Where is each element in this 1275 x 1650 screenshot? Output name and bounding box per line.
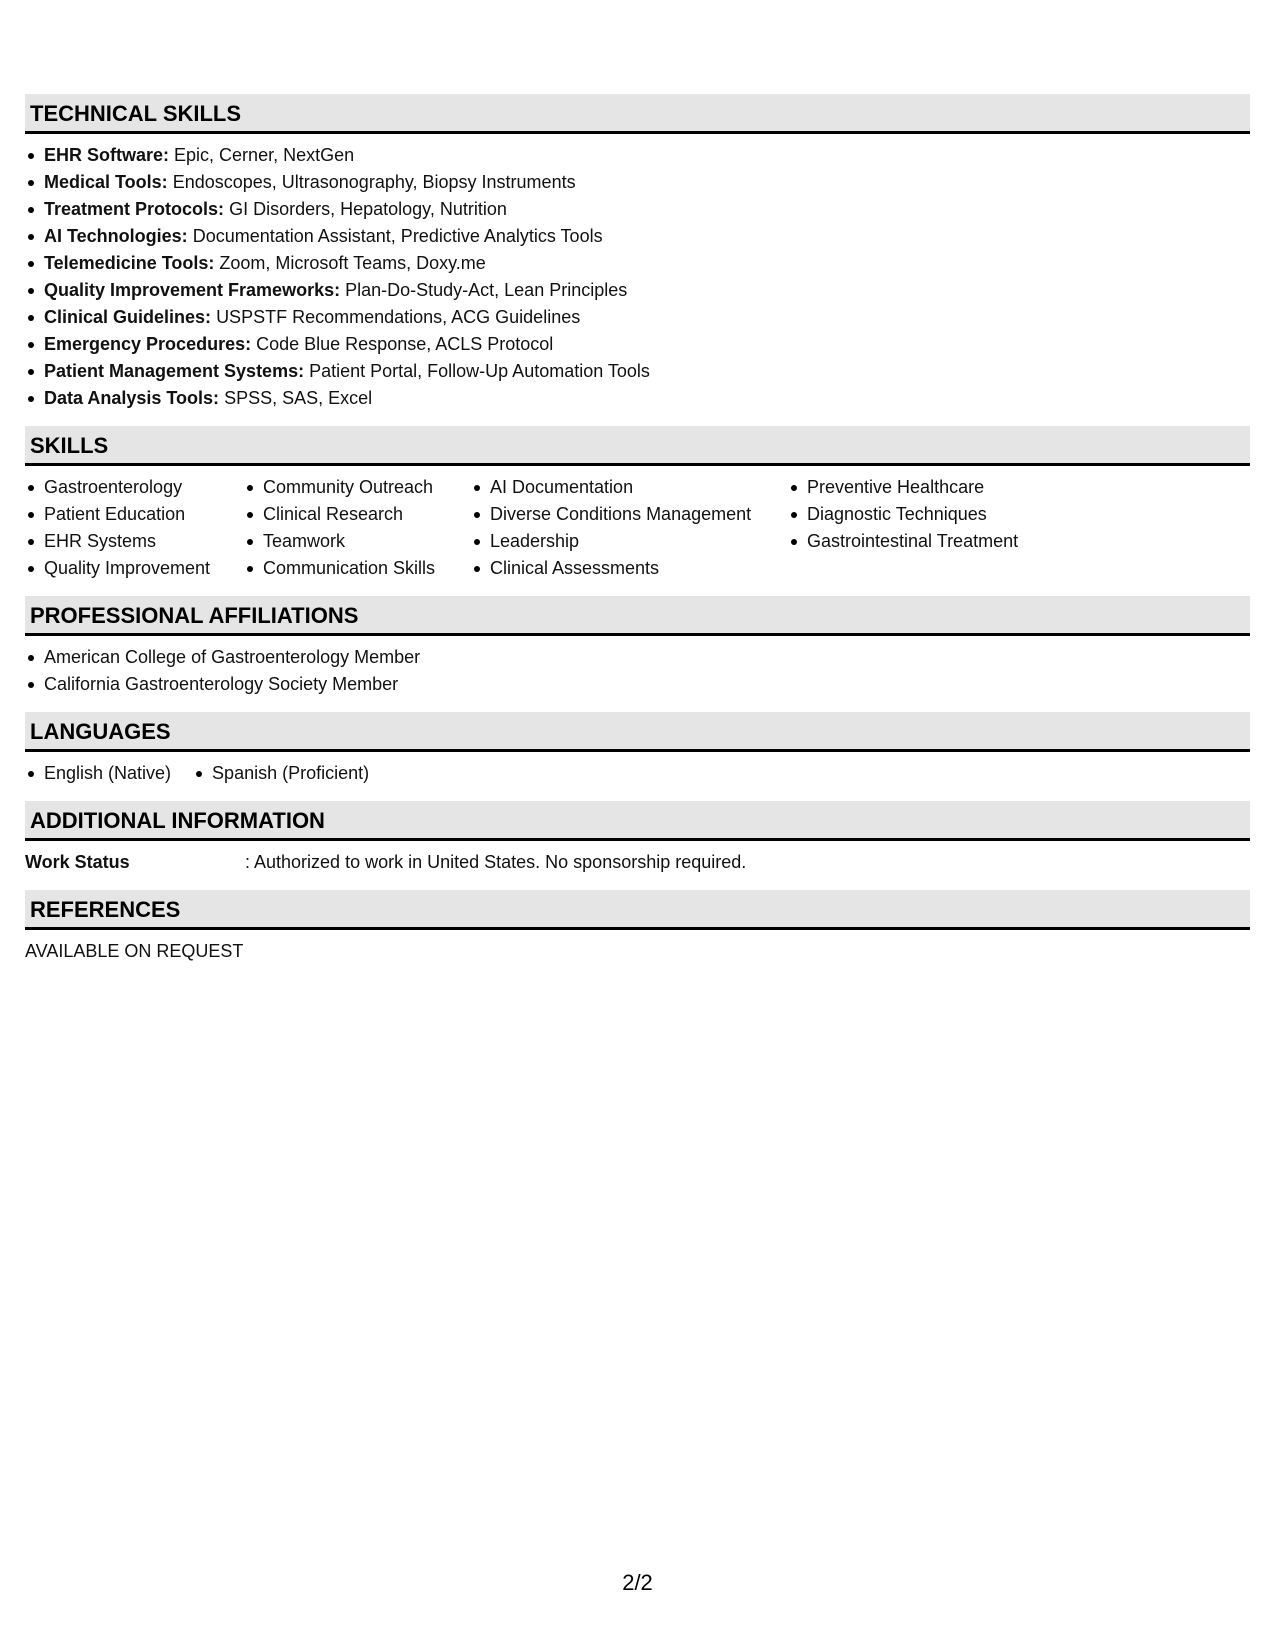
technical-skill-item xyxy=(25,250,1250,277)
bullet-icon xyxy=(28,512,34,518)
skill-label: Preventive Healthcare xyxy=(807,477,985,497)
skill-label: Teamwork xyxy=(263,531,346,551)
skills-section xyxy=(25,426,1250,582)
skill-label: Leadership xyxy=(490,531,580,551)
resume-page-2 xyxy=(25,94,1250,979)
technical-skills-list xyxy=(25,142,1250,412)
skill-label: Gastrointestinal Treatment xyxy=(807,531,1019,551)
bullet-icon xyxy=(28,153,34,159)
bullet-icon xyxy=(247,485,253,491)
bullet-icon xyxy=(28,369,34,375)
language-label: Spanish (Proficient) xyxy=(212,763,370,783)
skill-label: Clinical Research xyxy=(263,504,404,524)
languages-section xyxy=(25,712,1250,787)
bullet-icon xyxy=(28,288,34,294)
references-heading: REFERENCES xyxy=(25,890,1250,930)
skills-heading: SKILLS xyxy=(25,426,1250,466)
bullet-icon xyxy=(28,234,34,240)
language-item xyxy=(25,760,171,787)
bullet-icon xyxy=(28,566,34,572)
bullet-icon xyxy=(28,315,34,321)
bullet-icon xyxy=(28,342,34,348)
bullet-icon xyxy=(791,539,797,545)
skills-column xyxy=(244,474,471,582)
skill-label: Communication Skills xyxy=(263,558,436,578)
skill-item xyxy=(471,555,788,582)
skill-item xyxy=(25,501,244,528)
languages-list xyxy=(25,760,1250,787)
affiliations-section xyxy=(25,596,1250,698)
technical-skill-value: Code Blue Response, ACLS Protocol xyxy=(256,334,554,354)
affiliation-label: American College of Gastroenterology Member xyxy=(44,647,421,667)
bullet-icon xyxy=(474,539,480,545)
skill-item xyxy=(788,474,1088,501)
skill-label: Gastroenterology xyxy=(44,477,183,497)
bullet-icon xyxy=(791,512,797,518)
references-text: AVAILABLE ON REQUEST xyxy=(25,941,244,961)
affiliation-item xyxy=(25,671,1250,698)
technical-skill-label: Treatment Protocols: xyxy=(44,199,225,219)
bullet-icon xyxy=(474,485,480,491)
work-status-row xyxy=(25,849,1250,876)
language-label: English (Native) xyxy=(44,763,172,783)
bullet-icon xyxy=(474,512,480,518)
technical-skill-label: Patient Management Systems: xyxy=(44,361,305,381)
technical-skill-value: Zoom, Microsoft Teams, Doxy.me xyxy=(219,253,486,273)
bullet-icon xyxy=(247,539,253,545)
additional-info-heading: ADDITIONAL INFORMATION xyxy=(25,801,1250,841)
bullet-icon xyxy=(28,771,34,777)
technical-skill-label: Data Analysis Tools: xyxy=(44,388,220,408)
skill-label: AI Documentation xyxy=(490,477,634,497)
technical-skill-item xyxy=(25,223,1250,250)
skill-item xyxy=(25,528,244,555)
references-section xyxy=(25,890,1250,965)
skill-item xyxy=(471,501,788,528)
technical-skill-label: Clinical Guidelines: xyxy=(44,307,212,327)
skill-label: Diverse Conditions Management xyxy=(490,504,752,524)
technical-skills-heading: TECHNICAL SKILLS xyxy=(25,94,1250,134)
languages-heading: LANGUAGES xyxy=(25,712,1250,752)
skill-item xyxy=(471,528,788,555)
skill-item xyxy=(244,555,471,582)
bullet-icon xyxy=(28,539,34,545)
page-number: 2/2 xyxy=(622,1570,653,1595)
skills-column xyxy=(25,474,244,582)
work-status-value: : Authorized to work in United States. No sponsorship required. xyxy=(245,849,746,876)
technical-skill-item xyxy=(25,277,1250,304)
technical-skill-item xyxy=(25,169,1250,196)
technical-skill-item xyxy=(25,196,1250,223)
skill-label: Clinical Assessments xyxy=(490,558,660,578)
skill-item xyxy=(244,501,471,528)
skill-label: EHR Systems xyxy=(44,531,157,551)
affiliations-list xyxy=(25,644,1250,698)
bullet-icon xyxy=(28,180,34,186)
technical-skill-item xyxy=(25,142,1250,169)
affiliations-heading: PROFESSIONAL AFFILIATIONS xyxy=(25,596,1250,636)
skill-label: Diagnostic Techniques xyxy=(807,504,987,524)
skills-column xyxy=(471,474,788,582)
technical-skill-value: GI Disorders, Hepatology, Nutrition xyxy=(229,199,507,219)
bullet-icon xyxy=(28,655,34,661)
skill-item xyxy=(788,528,1088,555)
technical-skill-label: Emergency Procedures: xyxy=(44,334,252,354)
skill-item xyxy=(244,528,471,555)
bullet-icon xyxy=(28,261,34,267)
technical-skills-section xyxy=(25,94,1250,412)
technical-skill-value: SPSS, SAS, Excel xyxy=(224,388,373,408)
bullet-icon xyxy=(196,771,202,777)
technical-skill-item xyxy=(25,385,1250,412)
technical-skill-label: EHR Software: xyxy=(44,145,170,165)
technical-skill-value: Endoscopes, Ultrasonography, Biopsy Instruments xyxy=(172,172,576,192)
technical-skill-label: Quality Improvement Frameworks: xyxy=(44,280,341,300)
skill-item xyxy=(25,555,244,582)
bullet-icon xyxy=(791,485,797,491)
skill-item xyxy=(244,474,471,501)
work-status-label: Work Status xyxy=(25,852,130,872)
skill-label: Patient Education xyxy=(44,504,186,524)
skill-item xyxy=(25,474,244,501)
technical-skill-value: Patient Portal, Follow-Up Automation Tools xyxy=(309,361,650,381)
technical-skill-label: AI Technologies: xyxy=(44,226,188,246)
technical-skill-value: Plan-Do-Study-Act, Lean Principles xyxy=(345,280,628,300)
technical-skill-label: Medical Tools: xyxy=(44,172,168,192)
technical-skill-value: Documentation Assistant, Predictive Analytics Tools xyxy=(192,226,603,246)
affiliation-item xyxy=(25,644,1250,671)
skills-column xyxy=(788,474,1088,582)
additional-info-section xyxy=(25,801,1250,876)
bullet-icon xyxy=(474,566,480,572)
bullet-icon xyxy=(28,682,34,688)
bullet-icon xyxy=(247,512,253,518)
language-item xyxy=(193,760,369,787)
technical-skill-item xyxy=(25,358,1250,385)
technical-skill-value: Epic, Cerner, NextGen xyxy=(174,145,355,165)
skill-item xyxy=(788,501,1088,528)
bullet-icon xyxy=(28,396,34,402)
bullet-icon xyxy=(28,207,34,213)
bullet-icon xyxy=(28,485,34,491)
technical-skill-value: USPSTF Recommendations, ACG Guidelines xyxy=(216,307,581,327)
skill-item xyxy=(471,474,788,501)
technical-skill-label: Telemedicine Tools: xyxy=(44,253,215,273)
affiliation-label: California Gastroenterology Society Member xyxy=(44,674,399,694)
skill-label: Quality Improvement xyxy=(44,558,211,578)
skill-label: Community Outreach xyxy=(263,477,434,497)
technical-skill-item xyxy=(25,304,1250,331)
bullet-icon xyxy=(247,566,253,572)
technical-skill-item xyxy=(25,331,1250,358)
skills-grid xyxy=(25,474,1250,582)
